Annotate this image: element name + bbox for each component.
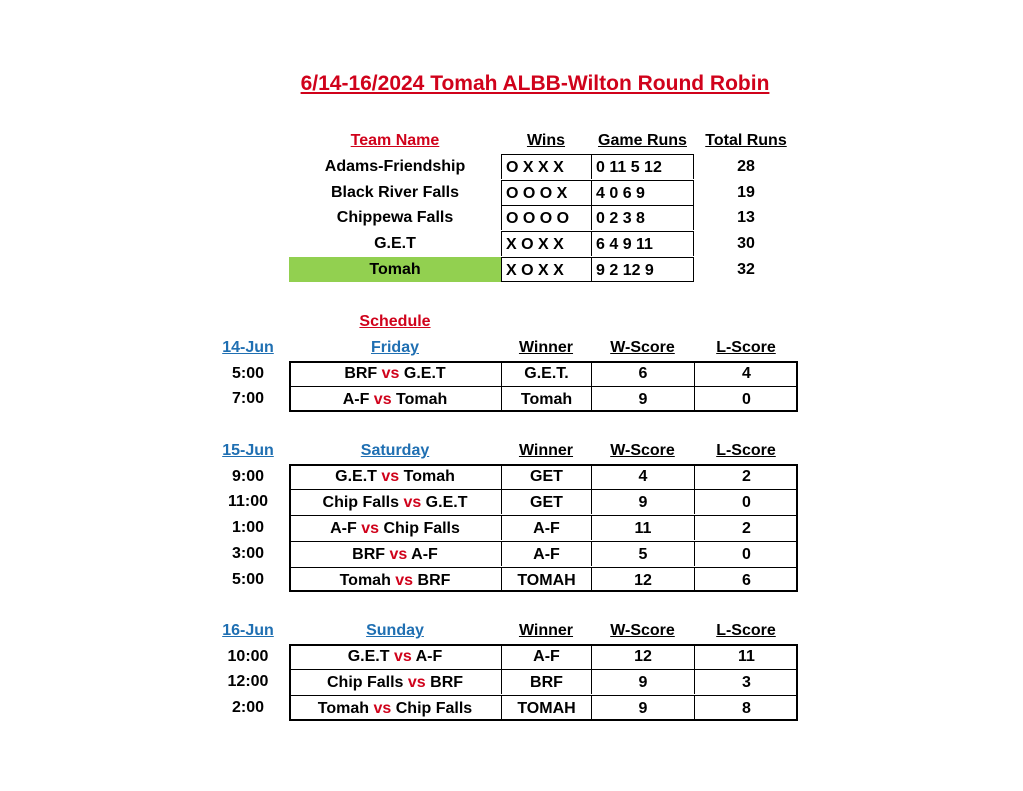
standings-wins: X O X X xyxy=(501,257,591,282)
day-date: 14-Jun xyxy=(222,339,274,356)
game-l-score: 0 xyxy=(694,541,798,566)
standings-team: Chippewa Falls xyxy=(336,209,454,227)
header-winner: Winner xyxy=(518,622,574,639)
team-home: BRF xyxy=(352,545,390,563)
game-winner: BRF xyxy=(501,669,591,694)
game-time: 1:00 xyxy=(231,519,265,537)
game-l-score: 0 xyxy=(694,489,798,514)
game-time: 11:00 xyxy=(227,493,269,511)
header-team-name: Team Name xyxy=(350,132,440,149)
game-l-score: 4 xyxy=(694,361,798,386)
vs-label: vs xyxy=(381,467,400,485)
game-winner: A-F xyxy=(501,541,591,566)
game-w-score: 6 xyxy=(591,361,694,386)
team-away: A-F xyxy=(411,647,443,665)
standings-team: G.E.T xyxy=(374,235,416,253)
standings-wins: O O O X xyxy=(501,180,591,205)
header-winner: Winner xyxy=(518,442,574,459)
game-time: 10:00 xyxy=(227,647,269,665)
standings-team: Black River Falls xyxy=(330,183,460,201)
game-winner: TOMAH xyxy=(501,567,591,592)
header-total-runs: Total Runs xyxy=(705,132,787,149)
game-winner: TOMAH xyxy=(501,695,591,720)
team-home: G.E.T xyxy=(347,647,394,665)
header-w-score: W-Score xyxy=(610,442,675,459)
header-l-score: L-Score xyxy=(716,622,776,639)
game-l-score: 8 xyxy=(694,695,798,720)
vs-label: vs xyxy=(395,571,414,589)
team-away: G.E.T xyxy=(399,364,446,382)
vs-label: vs xyxy=(393,647,412,665)
team-home: Chip Falls xyxy=(322,494,404,512)
game-matchup xyxy=(289,464,501,489)
game-time: 5:00 xyxy=(231,364,265,382)
header-w-score: W-Score xyxy=(610,339,675,356)
game-time: 7:00 xyxy=(231,390,265,408)
game-matchup xyxy=(289,644,501,669)
standings-game-runs: 0 11 5 12 xyxy=(591,154,694,179)
vs-label: vs xyxy=(381,364,400,382)
team-away: BRF xyxy=(413,571,451,589)
game-winner: A-F xyxy=(501,644,591,669)
game-l-score: 11 xyxy=(694,644,798,669)
game-w-score: 9 xyxy=(591,669,694,694)
team-away: Tomah xyxy=(391,391,448,409)
team-home: A-F xyxy=(330,520,362,538)
day-date: 16-Jun xyxy=(222,622,274,639)
header-game-runs: Game Runs xyxy=(598,132,687,149)
standings-wins: X O X X xyxy=(501,231,591,256)
game-time: 12:00 xyxy=(227,673,269,691)
game-l-score: 2 xyxy=(694,515,798,540)
game-winner: G.E.T. xyxy=(501,361,591,386)
standings-team: Adams-Friendship xyxy=(324,158,466,175)
page-title: 6/14-16/2024 Tomah ALBB-Wilton Round Robin xyxy=(300,72,770,95)
game-matchup xyxy=(289,361,501,386)
standings-total-runs: 32 xyxy=(737,260,755,278)
schedule-label: Schedule xyxy=(359,313,431,330)
day-name: Sunday xyxy=(366,622,424,639)
standings-game-runs: 0 2 3 8 xyxy=(591,205,694,230)
game-winner: GET xyxy=(501,489,591,514)
game-l-score: 6 xyxy=(694,567,798,592)
game-matchup xyxy=(289,541,501,566)
header-l-score: L-Score xyxy=(716,442,776,459)
game-w-score: 5 xyxy=(591,541,694,566)
game-time: 5:00 xyxy=(231,570,265,588)
standings-total-runs: 30 xyxy=(737,235,755,253)
header-wins: Wins xyxy=(526,132,566,149)
game-w-score: 9 xyxy=(591,695,694,720)
standings-game-runs: 9 2 12 9 xyxy=(591,257,694,282)
standings-wins: O X X X xyxy=(501,154,591,179)
team-away: Chip Falls xyxy=(379,520,460,538)
standings-game-runs: 4 0 6 9 xyxy=(591,180,694,205)
day-name: Saturday xyxy=(360,442,430,459)
game-w-score: 12 xyxy=(591,567,694,592)
team-home: G.E.T xyxy=(335,467,382,485)
team-home: A-F xyxy=(342,391,374,409)
team-away: Tomah xyxy=(399,467,455,485)
game-matchup xyxy=(289,489,501,514)
vs-label: vs xyxy=(373,391,392,409)
game-matchup xyxy=(289,567,501,592)
game-matchup xyxy=(289,669,501,694)
game-l-score: 2 xyxy=(694,464,798,489)
game-matchup xyxy=(289,515,501,540)
team-home: Tomah xyxy=(339,571,396,589)
day-name: Friday xyxy=(370,339,419,356)
vs-label: vs xyxy=(373,700,392,718)
game-time: 9:00 xyxy=(231,467,265,485)
vs-label: vs xyxy=(389,545,408,563)
team-away: Chip Falls xyxy=(391,700,473,718)
game-w-score: 12 xyxy=(591,644,694,669)
game-time: 2:00 xyxy=(231,699,265,717)
game-w-score: 11 xyxy=(591,515,694,540)
vs-label: vs xyxy=(407,674,426,692)
team-away: A-F xyxy=(407,545,438,563)
game-matchup xyxy=(289,695,501,720)
day-date: 15-Jun xyxy=(222,442,274,459)
header-w-score: W-Score xyxy=(610,622,675,639)
game-w-score: 9 xyxy=(591,386,694,411)
game-matchup xyxy=(289,386,501,411)
standings-team: Tomah xyxy=(289,257,501,282)
team-away: G.E.T xyxy=(421,494,468,512)
header-l-score: L-Score xyxy=(716,339,776,356)
standings-wins: O O O O xyxy=(501,205,591,230)
game-w-score: 4 xyxy=(591,464,694,489)
team-home: BRF xyxy=(344,364,382,382)
game-winner: GET xyxy=(501,464,591,489)
game-winner: A-F xyxy=(501,515,591,540)
team-home: Chip Falls xyxy=(326,674,408,692)
standings-total-runs: 28 xyxy=(737,158,755,175)
game-time: 3:00 xyxy=(231,544,265,562)
game-l-score: 3 xyxy=(694,669,798,694)
header-winner: Winner xyxy=(518,339,574,356)
standings-game-runs: 6 4 9 11 xyxy=(591,231,694,256)
team-away: BRF xyxy=(425,674,464,692)
standings-total-runs: 13 xyxy=(737,209,755,227)
game-w-score: 9 xyxy=(591,489,694,514)
game-winner: Tomah xyxy=(501,386,591,411)
team-home: Tomah xyxy=(317,700,374,718)
vs-label: vs xyxy=(403,494,422,512)
vs-label: vs xyxy=(361,520,379,538)
game-l-score: 0 xyxy=(694,386,798,411)
standings-total-runs: 19 xyxy=(737,183,755,201)
